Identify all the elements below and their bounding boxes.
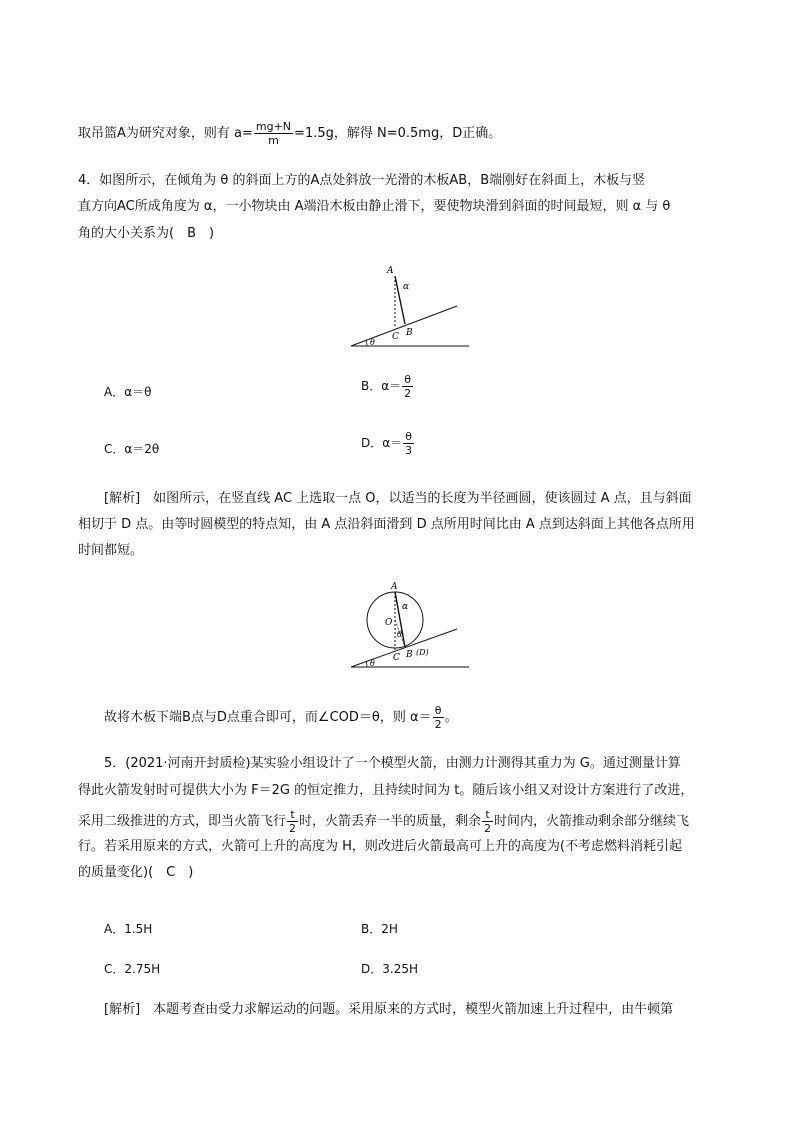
- figure-equal-time-circle: [345, 577, 470, 672]
- q5-option-c: C．2.75H: [104, 962, 161, 976]
- q4-option-b-fraction: [402, 373, 413, 400]
- fig2-label-d: (D): [416, 648, 429, 657]
- fig2-label-inner-theta: θ: [397, 630, 402, 639]
- fig2-label-alpha: α: [402, 602, 409, 612]
- frac-denominator: 2: [404, 387, 412, 400]
- fig2-label-b: B: [406, 650, 413, 660]
- q5-fraction-1: [287, 808, 298, 835]
- q5-option-a: A．1.5H: [104, 922, 153, 936]
- q4-option-d-fraction: [403, 430, 414, 457]
- fig2-label-theta: θ: [370, 659, 375, 668]
- q5-option-b: B．2H: [361, 922, 398, 936]
- q4-option-c: C．α＝2θ: [104, 442, 160, 456]
- fig1-label-alpha: α: [403, 282, 410, 292]
- q4-line-1: 4．如图所示，在倾角为 θ 的斜面上方的A点处斜放一光滑的木板AB，B端刚好在斜面上，木板与竖: [78, 173, 646, 188]
- conclusion-text: 故将木板下端B点与D点重合即可，而∠COD＝θ，则 α＝: [104, 710, 432, 725]
- q5-line-3-a: 采用二级推进的方式，即当火箭飞行: [78, 814, 287, 829]
- frac-numerator: θ: [402, 373, 413, 387]
- fig1-label-c: C: [392, 332, 399, 342]
- q5-line-5: 的质量变化)( C ): [78, 865, 194, 880]
- q4-analysis-line-1: [解析] 如图所示，在竖直线 AC 上选取一点 O，以适当的长度为半径画圆，使该圆过 A 点，且与斜面: [104, 491, 692, 506]
- fig1-label-a: A: [387, 266, 394, 276]
- top-text-pre: 取吊篮A为研究对象，则有 a=: [78, 126, 253, 141]
- top-solution-line: [78, 120, 501, 147]
- fig1-label-b: B: [406, 328, 413, 338]
- q4-analysis-line-2: 相切于 D 点。由等时圆模型的特点知，由 A 点沿斜面滑到 D 点所用时间比由 A 点到达斜面上其他各点所用: [78, 517, 695, 532]
- q5-line-3-b: 时，火箭丢弃一半的质量，剩余: [299, 814, 482, 829]
- q4-option-d: [361, 430, 415, 457]
- frac-denominator: 2: [484, 822, 492, 835]
- fig1-label-theta: θ: [370, 338, 375, 347]
- q4-option-d-label: D．α＝: [361, 436, 403, 450]
- figure-incline-board: [345, 262, 470, 352]
- q4-analysis-line-3: 时间都短。: [78, 543, 144, 558]
- frac-numerator: θ: [433, 704, 444, 718]
- frac-numerator: θ: [403, 430, 414, 444]
- q4-option-b-label: B．α＝: [361, 379, 402, 393]
- q5-line-1: 5．(2021·河南开封质检)某实验小组设计了一个模型火箭，由测力计测得其重力为 G。通过测量计算: [104, 756, 681, 771]
- conclusion-end: 。: [444, 710, 458, 725]
- frac-denominator: 3: [405, 444, 413, 457]
- q5-option-d: D．3.25H: [361, 962, 418, 976]
- q5-line-3: [78, 808, 689, 835]
- q5-analysis-line: [解析] 本题考查由受力求解运动的问题。采用原来的方式时，模型火箭加速上升过程中，由牛顿第: [104, 1002, 674, 1017]
- q4-conclusion: [104, 704, 458, 731]
- frac-numerator: t: [287, 808, 298, 822]
- q4-option-b: [361, 373, 414, 400]
- fig2-label-a: A: [391, 582, 398, 592]
- frac-numerator: mg+N: [255, 120, 292, 133]
- frac-denominator: 2: [434, 718, 442, 731]
- q5-line-3-c: 时间内，火箭推动剩余部分继续飞: [494, 814, 690, 829]
- q4-option-a: A．α＝θ: [104, 385, 152, 399]
- fig2-label-c: C: [393, 653, 400, 663]
- frac-denominator: 2: [289, 822, 297, 835]
- frac-numerator: t: [482, 808, 493, 822]
- frac-denominator: m: [268, 134, 279, 147]
- q5-fraction-2: [482, 808, 493, 835]
- fig2-label-o: O: [385, 618, 393, 628]
- top-text-post: =1.5g，解得 N=0.5mg，D正确。: [294, 126, 502, 141]
- q5-line-4: 行。若采用原来的方式，火箭可上升的高度为 H，则改进后火箭最高可上升的高度为(不考虑燃料消耗引起: [78, 839, 682, 854]
- q5-line-2: 得此火箭发射时可提供大小为 F＝2G 的恒定推力，且持续时间为 t。随后该小组又对设计方案进行了改进，: [78, 783, 694, 798]
- fraction: [254, 120, 293, 147]
- q4-line-2: 直方向AC所成角度为 α，一小物块由 A端沿木板由静止滑下，要使物块滑到斜面的时间最短，则 α 与 θ: [78, 199, 671, 214]
- q4-line-3: 角的大小关系为( B ): [78, 226, 215, 241]
- conclusion-fraction: [433, 704, 444, 731]
